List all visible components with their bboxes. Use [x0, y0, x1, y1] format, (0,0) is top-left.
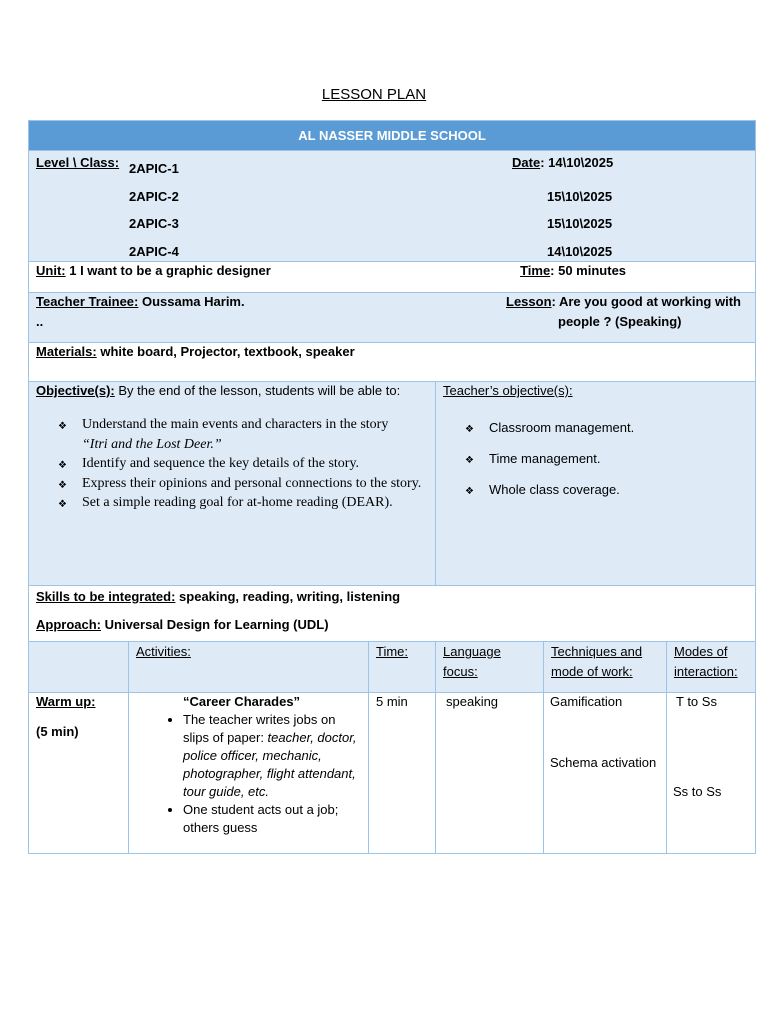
class-item: 2APIC-3	[129, 216, 179, 231]
activity-title: “Career Charades”	[183, 694, 301, 709]
objectives-intro: By the end of the lesson, students will be able to:	[118, 383, 401, 398]
time-label: Time	[520, 263, 551, 278]
date-label: Date	[512, 155, 541, 170]
trainee-dots: ..	[36, 314, 44, 329]
objective-item: ❖ Understand the main events and characters in the story “Itri and the Lost Deer.”	[36, 415, 428, 454]
date-item: 15\10\2025	[547, 188, 613, 204]
date-item: 14\10\2025	[548, 155, 614, 170]
trainee-row	[29, 293, 755, 342]
materials-value: white board, Projector, textbook, speaker	[100, 344, 355, 359]
lesson-value: : Are you good at working with	[551, 294, 741, 309]
date-item: 14\10\2025	[547, 243, 613, 259]
warmup-activity	[129, 693, 368, 837]
teacher-objectives-label: Teacher’s objective(s):	[443, 383, 573, 398]
objective-item: ❖ Express their opinions and personal connections to the story.	[36, 474, 428, 494]
warmup-time: 5 min	[376, 694, 408, 709]
objectives-label: Objective(s):	[36, 383, 115, 398]
materials-row	[29, 343, 755, 360]
skills-approach-block	[29, 586, 755, 636]
teacher-objective-item: ❖ Time management.	[443, 443, 748, 474]
approach-label: Approach:	[36, 617, 101, 632]
approach-value: Universal Design for Learning (UDL)	[104, 617, 329, 632]
lesson-value-2: people ? (Speaking)	[558, 314, 682, 329]
header-modes: Modes of interaction:	[674, 644, 738, 679]
skills-label: Skills to be integrated:	[36, 589, 176, 604]
teacher-objective-item: ❖ Whole class coverage.	[443, 474, 748, 505]
warmup-label: Warm up:	[36, 694, 96, 709]
class-item: 2APIC-1	[129, 161, 179, 176]
lesson-label: Lesson	[506, 294, 552, 309]
objective-item: ❖ Identify and sequence the key details of the story.	[36, 454, 428, 474]
header-time: Time:	[376, 644, 409, 659]
header-stage	[29, 642, 129, 693]
date-item: 15\10\2025	[547, 216, 613, 231]
warmup-techniques	[544, 693, 666, 773]
level-class-block: Level \ Class: 2APIC-1 2APIC-2 2APIC-3 2APIC-4 Date: 14\10\2025 15\10\2025 15\10\2025 14\10\2025	[29, 151, 755, 261]
unit-label: Unit:	[36, 263, 66, 278]
mode-item: Ss to Ss	[673, 784, 722, 799]
time-value: : 50 minutes	[550, 263, 627, 278]
class-item: 2APIC-2	[129, 188, 179, 204]
technique-item: Gamification	[550, 694, 623, 709]
header-activities: Activities:	[136, 644, 191, 659]
objectives-block	[29, 382, 435, 513]
objective-item: ❖ Set a simple reading goal for at-home reading (DEAR).	[36, 493, 428, 513]
class-item: 2APIC-4	[129, 243, 179, 259]
mode-item: T to Ss	[676, 694, 717, 709]
page-title: LESSON PLAN	[321, 86, 427, 103]
unit-value: 1 I want to be a graphic designer	[69, 263, 271, 278]
header-techniques: Techniques and mode of work:	[551, 644, 643, 679]
level-class-label: Level \ Class:	[36, 155, 120, 170]
warmup-language: speaking	[446, 694, 499, 709]
activity-bullet: • One student acts out a job; others guess	[183, 801, 360, 837]
trainee-value: Oussama Harim.	[142, 294, 245, 309]
activity-bullet: • The teacher writes jobs on slips of paper: teacher, doctor, police officer, mechanic, photographer, flight attendant, tour guide, etc.	[183, 711, 360, 801]
school-name: AL NASSER MIDDLE SCHOOL	[29, 121, 756, 151]
trainee-label: Teacher Trainee:	[36, 294, 139, 309]
skills-value: speaking, reading, writing, listening	[179, 589, 401, 604]
teacher-objectives-block	[436, 382, 755, 505]
warmup-stage	[29, 693, 128, 741]
warmup-modes	[667, 693, 755, 801]
technique-item: Schema activation	[550, 755, 657, 770]
materials-label: Materials:	[36, 344, 97, 359]
lesson-plan-table	[28, 120, 756, 854]
teacher-objective-item: ❖ Classroom management.	[443, 412, 748, 443]
warmup-duration: (5 min)	[36, 724, 79, 739]
header-language: Language focus:	[443, 644, 501, 679]
